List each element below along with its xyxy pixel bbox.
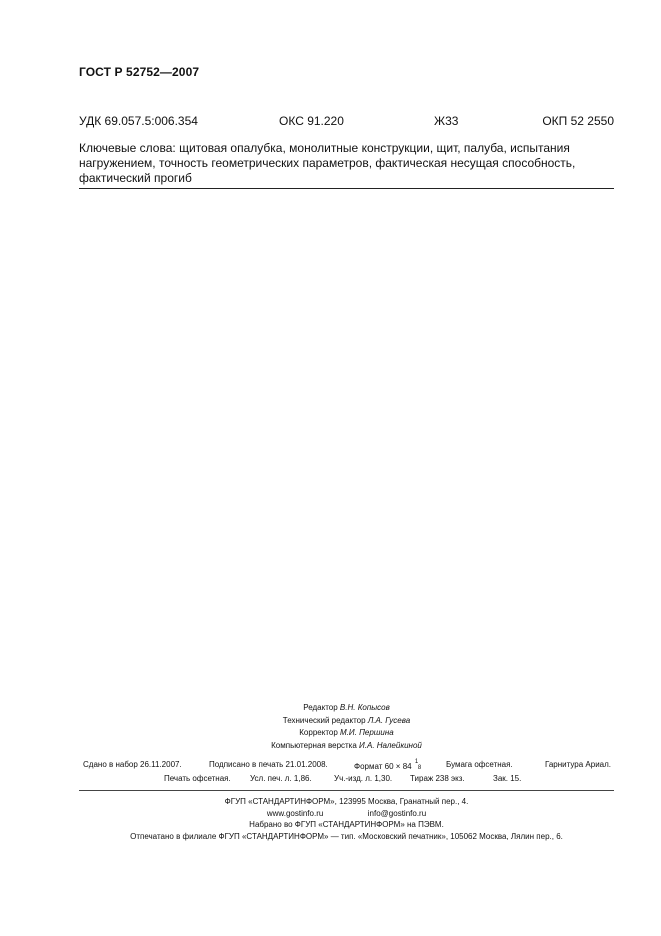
format-fraction: 1 8 [414,759,422,771]
printed-note: Отпечатано в филиале ФГУП «СТАНДАРТИНФОРМ» — тип. «Московский печатник», 105062 Москва, Лялин пер., 6. [130,831,563,841]
group-code: Ж33 [434,114,459,128]
typeset-note: Набрано во ФГУП «СТАНДАРТИНФОРМ» на ПЭВМ. [249,820,444,829]
website-link[interactable]: www.gostinfo.ru [266,808,324,818]
credit-row: Технический редактор Л.А. Гусева [282,715,411,725]
credit-row: Редактор В.Н. Копысов [303,703,390,712]
classification-row [79,114,614,130]
credit-row: Компьютерная верстка И.А. Налейкиной [271,740,422,750]
keywords-block [79,141,619,186]
format-spec: Формат 60 × 84 1 8 [354,760,424,771]
publisher-address: ФГУП «СТАНДАРТИНФОРМ», 123995 Москва, Гранатный пер., 4. [224,797,469,806]
imprint-block [79,796,614,842]
okp-code: ОКП 52 2550 [542,114,614,128]
oks-code: ОКС 91.220 [279,114,344,128]
keywords-label: Ключевые слова: [79,141,176,155]
email-link[interactable]: info@gostinfo.ru [367,808,427,818]
standard-number: ГОСТ Р 52752—2007 [79,65,200,79]
publication-row-2: Печать офсетная. Усл. печ. л. 1,86. Уч.-изд. л. 1,30. Тираж 238 экз. Зак. 15. [164,774,522,783]
contacts-row [79,808,614,820]
udk-code: УДК 69.057.5:006.354 [79,114,198,128]
credit-row: Корректор М.И. Першина [299,728,394,737]
credits-block [79,702,614,752]
divider-top [79,188,614,189]
keywords-text: щитовая опалубка, монолитные конструкции, щит, палуба, испытания нагружением, точность геометрических параметров, фактическая несущая способность, фактический прогиб [79,141,576,185]
publication-row-1: Сдано в набор 26.11.2007. Подписано в печать 21.01.2008. Формат 60 × 84 1 8 Бумага офсетная. Гарнитура Ариал. [83,759,611,771]
divider-bottom [79,790,614,791]
